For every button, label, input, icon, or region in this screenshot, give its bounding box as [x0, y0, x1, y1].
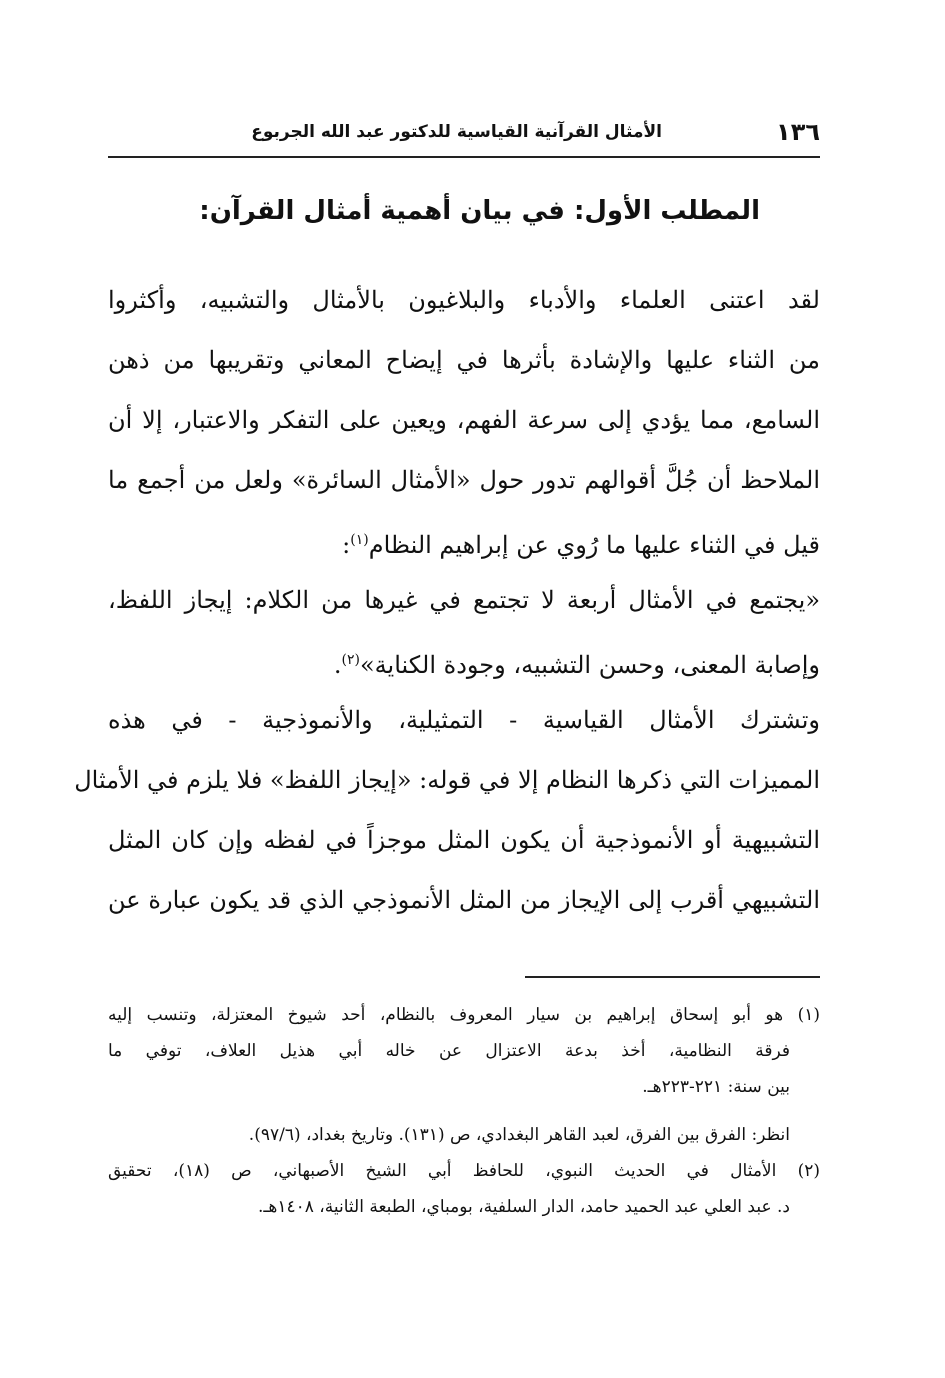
- quote-line-end: .: [333, 651, 342, 679]
- page-header: [108, 112, 820, 158]
- body-line: التشبيهية أو الأنموذجية أن يكون المثل موجزاً في لفظه وإن كان المثل: [108, 826, 820, 854]
- running-title: الأمثال القرآنية القياسية للدكتور عبد الله الجربوع: [251, 122, 662, 142]
- body-line: الملاحظ أن جُلَّ أقوالهم تدور حول «الأمثال السائرة» ولعل من أجمع ما: [108, 466, 820, 494]
- page-number: ١٣٦: [776, 118, 820, 146]
- footnote-line: فرقة النظامية، أخذ بدعة الاعتزال عن خاله أبي هذيل العلاف، توفي ما: [108, 1041, 790, 1061]
- section-heading: المطلب الأول: في بيان أهمية أمثال القرآن:: [199, 196, 760, 226]
- body-line: [342, 510, 820, 570]
- footnote-line: د. عبد العلي عبد الحميد حامد، الدار السلفية، بومباي، الطبعة الثانية، ١٤٠٨هـ.: [257, 1197, 790, 1217]
- body-line-end: :: [342, 531, 351, 559]
- footnote-separator: [525, 976, 820, 978]
- body-line-text: قيل في الثناء عليها ما رُوي عن إبراهيم النظام: [368, 531, 820, 559]
- footnote-line: (٢) الأمثال في الحديث النبوي، للحافظ أبي الشيخ الأصبهاني، ص (١٨)، تحقيق: [108, 1161, 820, 1181]
- body-line: المميزات التي ذكرها النظام إلا في قوله: «إيجاز اللفظ» فلا يلزم في الأمثال: [74, 766, 820, 794]
- footnote-ref: (٢): [341, 652, 360, 668]
- footnote-ref: (١): [350, 532, 369, 548]
- footnote-line: انظر: الفرق بين الفرق، لعبد القاهر البغدادي، ص (١٣١). وتاريخ بغداد، (٩٧/٦).: [248, 1125, 790, 1145]
- footnote-line: (١) هو أبو إسحاق إبراهيم بن سيار المعروف بالنظام، أحد شيوخ المعتزلة، وتنسب إليه: [108, 1005, 820, 1025]
- body-line: التشبيهي أقرب إلى الإيجاز من المثل الأنموذجي الذي قد يكون عبارة عن: [108, 886, 820, 914]
- body-line: السامع، مما يؤدي إلى سرعة الفهم، ويعين على التفكر والاعتبار، إلا أن: [108, 406, 820, 434]
- body-line: لقد اعتنى العلماء والأدباء والبلاغيون بالأمثال والتشبيه، وأكثروا: [108, 286, 820, 314]
- quote-line: «يجتمع في الأمثال أربعة لا تجتمع في غيرها من الكلام: إيجاز اللفظ،: [108, 586, 820, 614]
- footnote-line: بين سنة: ٢٢١-٢٢٣هـ.: [642, 1077, 790, 1097]
- quote-line: [334, 630, 820, 690]
- body-line: من الثناء عليها والإشادة بأثرها في إيضاح المعاني وتقريبها من ذهن: [108, 346, 820, 374]
- quote-line-text: وإصابة المعنى، وحسن التشبيه، وجودة الكناية»: [359, 651, 820, 679]
- body-line: وتشترك الأمثال القياسية - التمثيلية، والأنموذجية - في هذه: [108, 706, 820, 734]
